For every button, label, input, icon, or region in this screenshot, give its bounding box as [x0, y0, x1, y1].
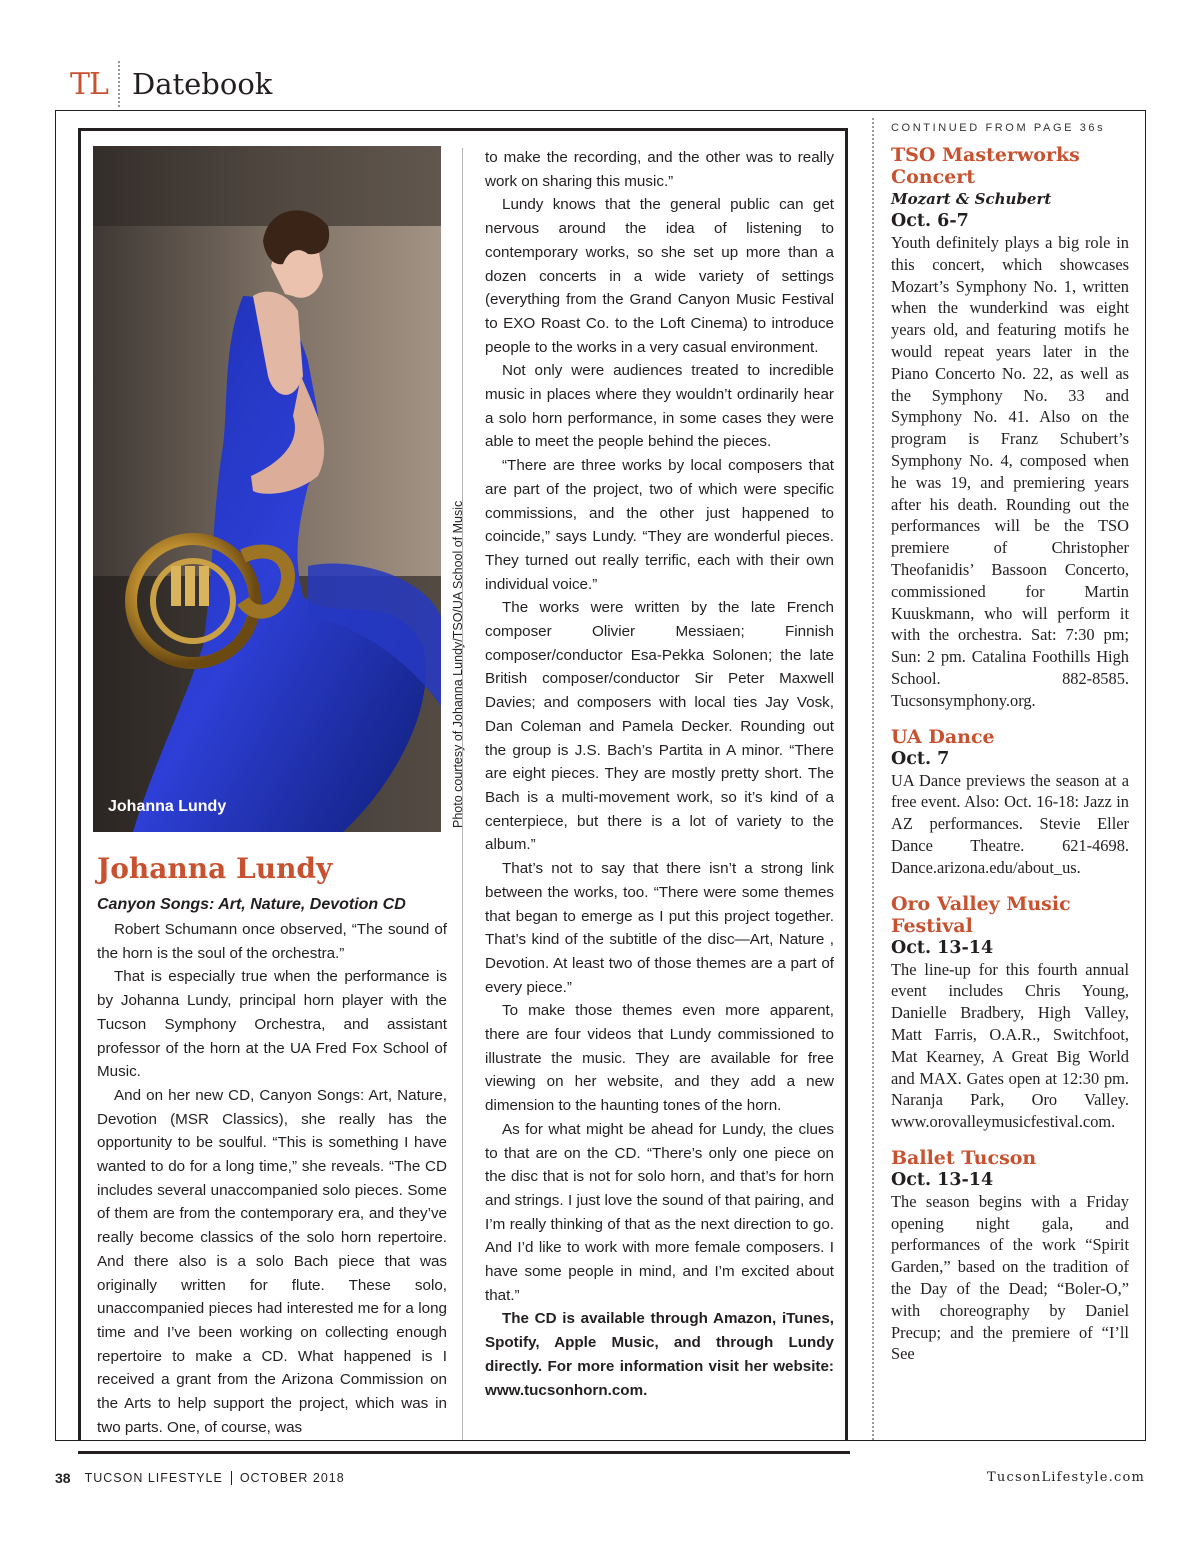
story-paragraph: “There are three works by local composers that are part of the project, two of which were specific commissions, and the other just happened to coincide,” says Lundy. “They are wonderful pieces. They turned out really terrific, each with their own individual voice.” [485, 457, 834, 593]
horn-player-illustration [93, 146, 441, 832]
column-divider [462, 148, 463, 1440]
footer-folio [55, 1470, 345, 1486]
event-title: Ballet Tucson [891, 1146, 1037, 1169]
continued-label: CONTINUED FROM PAGE 36s [891, 122, 1106, 134]
event-title: TSO Masterworks Concert [891, 144, 1080, 188]
story-column-1 [97, 850, 447, 1439]
feature-photo [93, 146, 441, 832]
story-paragraph: The works were written by the late French composer Olivier Messiaen; Finnish composer/conductor Esa-Pekka Solonen; the late British composer/conductor Sir Peter Maxwell Davies; and composers with local ties Jay Vosk, Dan Coleman and Pamela Decker. Rounding out the group is J.S. Bach’s Partita in A minor. “There are eight pieces. They are mostly pretty short. The Bach is a multi-movement work, so it’s kind of a centerpiece, but there is a lot of variety to the album.” [485, 599, 834, 854]
section-logo: TL [70, 66, 108, 102]
website-link[interactable]: TucsonLifestyle.com [987, 1470, 1145, 1485]
story-paragraph: And on her new CD, Canyon Songs: Art, Nature, Devotion (MSR Classics), she really has the opportunity to be soulful. “This is something I have wanted to do for a long time,” she reveals. “The CD includes several unaccompanied solo pieces. Some of them are from the contemporary era, and they’ve really become classics of the solo horn repertoire. And there also is a solo Bach piece that was originally written for flute. These solo, unaccompanied pieces had interested me for a long time and I’ve been working on collecting enough repertoire to make a CD. What happened is I received a grant from the Arizona Commission on the Arts to help support the project, which was in two parts. One, of course, was [97, 1086, 447, 1436]
story-paragraph: That is especially true when the performance is by Johanna Lundy, principal horn player with the Tucson Symphony Orchestra, and assistant professor of the horn at the UA Fred Fox School of Music. [97, 968, 447, 1081]
bottom-rule [55, 1440, 1146, 1441]
story-paragraph: Robert Schumann once observed, “The sound of the horn is the soul of the orchestra.” [97, 921, 447, 962]
story-paragraph: Lundy knows that the general public can get nervous around the idea of listening to contemporary works, so she set up more than a dozen concerts in a wide variety of settings (everything from the Grand Canyon Music Festival to EXO Roast Co. to the Loft Cinema) to introduce people to the works in a very casual environment. [485, 196, 834, 356]
event-subtitle: Mozart & Schubert [891, 190, 1052, 208]
left-rule [55, 110, 56, 1440]
header-divider [118, 61, 120, 107]
event-listing [891, 1147, 1129, 1365]
story-paragraph: Not only were audiences treated to incredible music in places where they wouldn’t ordinarily hear a solo horn performance, in some cases they were able to meet the people behind the pieces. [485, 362, 834, 451]
event-title: UA Dance [891, 725, 995, 748]
availability-note: The CD is available through Amazon, iTunes, Spotify, Apple Music, and through Lundy directly. For more information visit her website: www.tucsonhorn.com. [485, 1310, 834, 1399]
feature-box-bottom [78, 1451, 850, 1454]
event-description: UA Dance previews the season at a free event. Also: Oct. 16-18: Jazz in AZ performances. Stevie Eller Dance Theatre. 621-4698. Dance.arizona.edu/about_us. [891, 770, 1129, 877]
event-date: Oct. 13-14 [891, 937, 994, 958]
issue-date: OCTOBER 2018 [239, 1471, 345, 1485]
section-title: Datebook [131, 67, 273, 101]
story-paragraph: To make those themes even more apparent, there are four videos that Lundy commissioned to illustrate the music. They are available for free viewing on her website, and they add a new dimension to the haunting tones of the horn. [485, 1002, 834, 1115]
top-rule [55, 110, 1146, 111]
story-paragraph: That’s not to say that there isn’t a strong link between the works, too. “There were some themes that began to emerge as I put this project together. That’s kind of the subtitle of the disc—Art, Nature , Devotion. At least two of those themes are a part of every piece.” [485, 860, 834, 996]
event-listing [891, 893, 1129, 1133]
story-column-2 [485, 146, 834, 1402]
photo-caption: Johanna Lundy [108, 798, 227, 815]
sidebar-divider [872, 118, 874, 1440]
event-listing [891, 144, 1129, 712]
story-paragraph: to make the recording, and the other was to really work on sharing this music.” [485, 149, 834, 190]
event-listing [891, 726, 1129, 879]
event-date: Oct. 13-14 [891, 1169, 994, 1190]
event-date: Oct. 7 [891, 748, 950, 769]
event-title: Oro Valley Music Festival [891, 892, 1071, 937]
story-paragraph: As for what might be ahead for Lundy, the clues to that are on the CD. “There’s only one piece on the disc that is not for solo horn, and that’s for horn and strings. I just love the sound of that pairing, and I’m really thinking of that as the next direction to go. And I’d like to work with more female composers. I have some people in mind, and I’m excited about that.” [485, 1120, 834, 1304]
event-description: The line-up for this fourth annual event includes Chris Young, Danielle Bradbery, High Valley, Matt Farris, O.A.R., Switchfoot, Mat Kearney, A Great Big World and MAX. Gates open at 12:30 pm. Naranja Park, Oro Valley. www.orovalleymusicfestival.com. [891, 959, 1129, 1132]
right-rule [1145, 110, 1146, 1440]
event-description: The season begins with a Friday opening night gala, and performances of the work “Spirit Garden,” based on the tradition of the Day of the Dead; “Boler-O,” with choreography by Daniel Precup; and the premiere of “I’ll See [891, 1191, 1129, 1364]
story-subtitle: Canyon Songs: Art, Nature, Devotion CD [97, 896, 406, 913]
story-title: Johanna Lundy [97, 852, 333, 885]
page-header [70, 58, 272, 110]
magazine-name: TUCSON LIFESTYLE [84, 1471, 223, 1485]
event-date: Oct. 6-7 [891, 211, 969, 231]
event-description: Youth definitely plays a big role in this concert, which showcases Mozart’s Symphony No. 1, written when the wunderkind was eight years old, and featuring motifs he would repeat years later in the Piano Concerto No. 22, as well as the Symphony No. 33 and Symphony No. 41. Also on the program is Franz Schubert’s Symphony No. 4, composed when he was 19, and premiering years after his death. Rounding out the performances will be the TSO premiere of Christopher Theofanidis’ Bassoon Concerto, commissioned for Martin Kuuskmann, who will perform it with the orchestra. Sat: 7:30 pm; Sun: 2 pm. Catalina Foothills High School. 882-8585. Tucsonsymphony.org. [891, 233, 1129, 710]
page-number: 38 [55, 1470, 71, 1486]
footer-divider [231, 1471, 232, 1485]
photo-credit: Photo courtesy of Johanna Lundy/TSO/UA School of Music [451, 500, 465, 828]
events-sidebar [891, 120, 1129, 1379]
